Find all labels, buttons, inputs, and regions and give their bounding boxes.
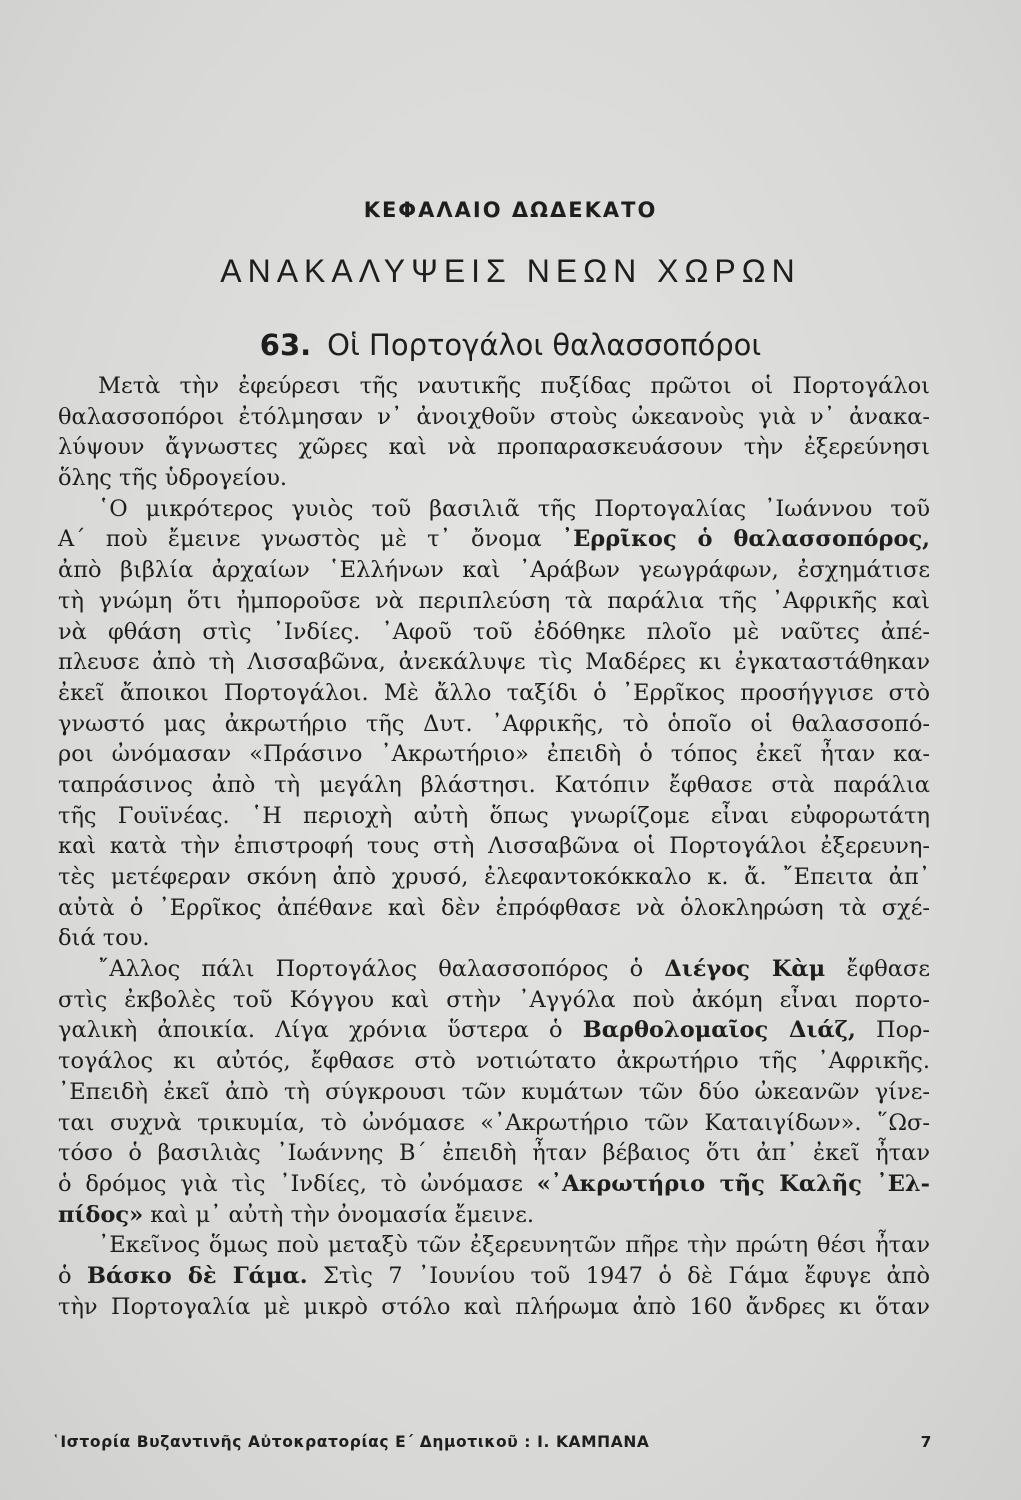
text-line: [58, 985, 930, 1016]
text-run: νὰ φθάση στὶς ᾽Ινδίες. ᾽Αφοῦ τοῦ ἐδόθηκε πλοῖο μὲ ναῦτες ἀπέ-: [58, 618, 930, 645]
text-run: Α΄ ποὺ ἔμεινε γνωστὸς μὲ τ᾽ ὄνομα: [58, 526, 562, 553]
chapter-title: ΑΝΑΚΑΛΥΨΕΙΣ ΝΕΩΝ ΧΩΡΩΝ: [220, 253, 801, 289]
text-line: [58, 1169, 930, 1200]
text-run: τογάλος κι αὐτός, ἔφθασε στὸ νοτιώτατο ἀκρωτήριο τῆς ᾽Αφρικῆς.: [58, 1048, 930, 1075]
bold-text: Βάσκο δὲ Γάμα.: [86, 1262, 308, 1289]
text-line: [58, 1261, 930, 1292]
text-line: [58, 1138, 930, 1169]
text-line: [58, 801, 930, 832]
text-line: [58, 617, 930, 648]
text-line: [58, 1015, 930, 1046]
text-run: διά του.: [58, 925, 150, 952]
text-line: [58, 862, 930, 893]
text-run: ταπράσινος ἀπὸ τὴ μεγάλη βλάστησι. Κατόπιν ἔφθασε στὰ παράλια: [58, 771, 930, 798]
text-run: τὴ γνώμη ὅτι ἠμποροῦσε νὰ περιπλεύση τὰ παράλια τῆς ᾽Αφρικῆς καὶ: [58, 587, 930, 614]
bold-text: Διέγος Κὰμ: [664, 956, 826, 983]
text-line: [58, 1077, 930, 1108]
text-line: [58, 432, 930, 463]
text-line: [58, 494, 930, 525]
text-run: Πορ-: [855, 1017, 931, 1044]
text-line: [58, 678, 930, 709]
text-run: πλευσε ἀπὸ τὴ Λισσαβῶνα, ἀνεκάλυψε τὶς Μαδέρες κι ἐγκαταστάθηκαν: [58, 649, 930, 676]
section-title: Οἱ Πορτογάλοι θαλασσοπόροι: [327, 328, 762, 362]
bold-text: πίδος»: [58, 1201, 144, 1228]
text-line: [58, 770, 930, 801]
text-run: ᾽Εκεῖνος ὅμως ποὺ μεταξὺ τῶν ἐξερευνητῶν πῆρε τὴν πρώτη θέσι ἦταν: [98, 1232, 930, 1259]
text-line: [58, 1046, 930, 1077]
text-line: [58, 586, 930, 617]
text-run: ὁ δρόμος γιὰ τὶς ᾽Ινδίες, τὸ ὠνόμασε: [58, 1170, 537, 1197]
text-line: [58, 831, 930, 862]
text-run: στὶς ἐκβολὲς τοῦ Κόγγου καὶ στὴν ᾽Αγγόλα ποὺ ἀκόμη εἶναι πορτο-: [58, 986, 930, 1013]
text-line: [58, 1292, 930, 1323]
text-run: Μετὰ τὴν ἐφεύρεσι τῆς ναυτικῆς πυξίδας πρῶτοι οἱ Πορτογάλοι: [98, 373, 930, 399]
text-run: ἔφθασε: [825, 956, 930, 983]
text-run: καὶ μ᾽ αὐτὴ τὴν ὀνομασία ἔμεινε.: [143, 1201, 535, 1228]
text-line: [58, 524, 930, 555]
text-line: [58, 647, 930, 678]
page-number: 7: [920, 1433, 932, 1451]
text-run: γαλικὴ ἀποικία. Λίγα χρόνια ὕστερα ὁ: [58, 1017, 583, 1044]
text-line: [58, 893, 930, 924]
text-line: [58, 402, 930, 433]
text-run: τὲς μετέφεραν σκόνη ἀπὸ χρυσό, ἐλεφαντοκόκκαλο κ. ἄ. ῎Επειτα ἀπ᾽: [58, 864, 930, 890]
text-line: [58, 709, 930, 740]
text-run: γνωστό μας ἀκρωτήριο τῆς Δυτ. ᾽Αφρικῆς, τὸ ὁποῖο οἱ θαλασσοπό-: [58, 710, 930, 737]
body-text: [58, 371, 930, 1322]
text-run: θαλασσοπόροι ἐτόλμησαν ν᾽ ἀνοιχθοῦν στοὺς ὠκεανοὺς γιὰ ν᾽ ἀνακα-: [58, 403, 930, 430]
text-run: λύψουν ἄγνωστες χῶρες καὶ νὰ προπαρασκευάσουν τὴν ἐξερεύνησι: [58, 434, 930, 461]
text-line: [58, 923, 930, 954]
text-run: ἀπὸ βιβλία ἀρχαίων ῾Ελλήνων καὶ ᾽Αράβων γεωγράφων, ἐσχημάτισε: [58, 557, 930, 584]
text-line: [58, 555, 930, 586]
text-run: τὴν Πορτογαλία μὲ μικρὸ στόλο καὶ πλήρωμα ἀπὸ 160 ἄνδρες κι ὅταν: [58, 1293, 930, 1320]
text-run: ροι ὠνόμασαν «Πράσινο ᾽Ακρωτήριο» ἐπειδὴ ὁ τόπος ἐκεῖ ἦταν κα-: [58, 741, 930, 768]
text-line: [58, 739, 930, 770]
text-run: τόσο ὁ βασιλιὰς ᾽Ιωάννης Β΄ ἐπειδὴ ἦταν βέβαιος ὅτι ἀπ᾽ ἐκεῖ ἦταν: [58, 1140, 930, 1167]
text-run: ᾽Επειδὴ ἐκεῖ ἀπὸ τὴ σύγκρουσι τῶν κυμάτων τῶν δύο ὠκεανῶν γίνε-: [58, 1078, 930, 1105]
text-run: ῎Αλλος πάλι Πορτογάλος θαλασσοπόρος ὁ: [98, 956, 665, 983]
section-number: 63.: [259, 328, 312, 362]
text-line: [58, 954, 930, 985]
footer-book-title: ῾Ιστορία Βυζαντινῆς Αὐτοκρατορίας Ε΄ Δημοτικοῦ : Ι. ΚΑΜΠΑΝΑ: [52, 1433, 650, 1451]
text-run: τῆς Γουϊνέας. ῾Η περιοχὴ αὐτὴ ὅπως γνωρίζομε εἶναι εὐφορωτάτη: [58, 802, 930, 829]
text-run: καὶ κατὰ τὴν ἐπιστροφή τους στὴ Λισσαβῶνα οἱ Πορτογάλοι ἐξερευνη-: [58, 833, 930, 860]
text-run: αὐτὰ ὁ ᾽Ερρῖκος ἀπέθανε καὶ δὲν ἐπρόφθασε νὰ ὁλοκληρώση τὰ σχέ-: [58, 894, 930, 921]
text-run: Στὶς 7 ᾽Ιουνίου τοῦ 1947 ὁ δὲ Γάμα ἔφυγε ἀπὸ: [307, 1262, 930, 1289]
text-line: [58, 1230, 930, 1261]
text-run: ὁ: [58, 1262, 87, 1289]
section-heading: [0, 328, 1021, 362]
bold-text: Βαρθολομαῖος Διάζ,: [582, 1017, 856, 1044]
text-line: [58, 463, 930, 494]
bold-text: ᾽Ερρῖκος ὁ θαλασσοπόρος,: [561, 526, 930, 553]
text-run: ὅλης τῆς ὑδρογείου.: [58, 465, 288, 492]
text-line: [58, 1108, 930, 1139]
text-run: ται συχνὰ τρικυμία, τὸ ὠνόμασε «᾽Ακρωτήριο τῶν Καταιγίδων». ῞Ωσ-: [58, 1109, 930, 1136]
bold-text: «᾽Ακρωτήριο τῆς Καλῆς ᾽Ελ-: [536, 1170, 930, 1197]
text-line: [58, 371, 930, 402]
page-footer: [52, 1433, 932, 1451]
text-run: ἐκεῖ ἄποικοι Πορτογάλοι. Μὲ ἄλλο ταξίδι ὁ ᾽Ερρῖκος προσήγγισε στὸ: [58, 679, 930, 706]
text-line: [58, 1200, 930, 1231]
text-run: ῾Ο μικρότερος γυιὸς τοῦ βασιλιᾶ τῆς Πορτογαλίας ᾽Ιωάννου τοῦ: [98, 495, 930, 522]
chapter-heading: ΚΕΦΑΛΑΙΟ ΔΩΔΕΚΑΤΟ: [363, 198, 658, 222]
